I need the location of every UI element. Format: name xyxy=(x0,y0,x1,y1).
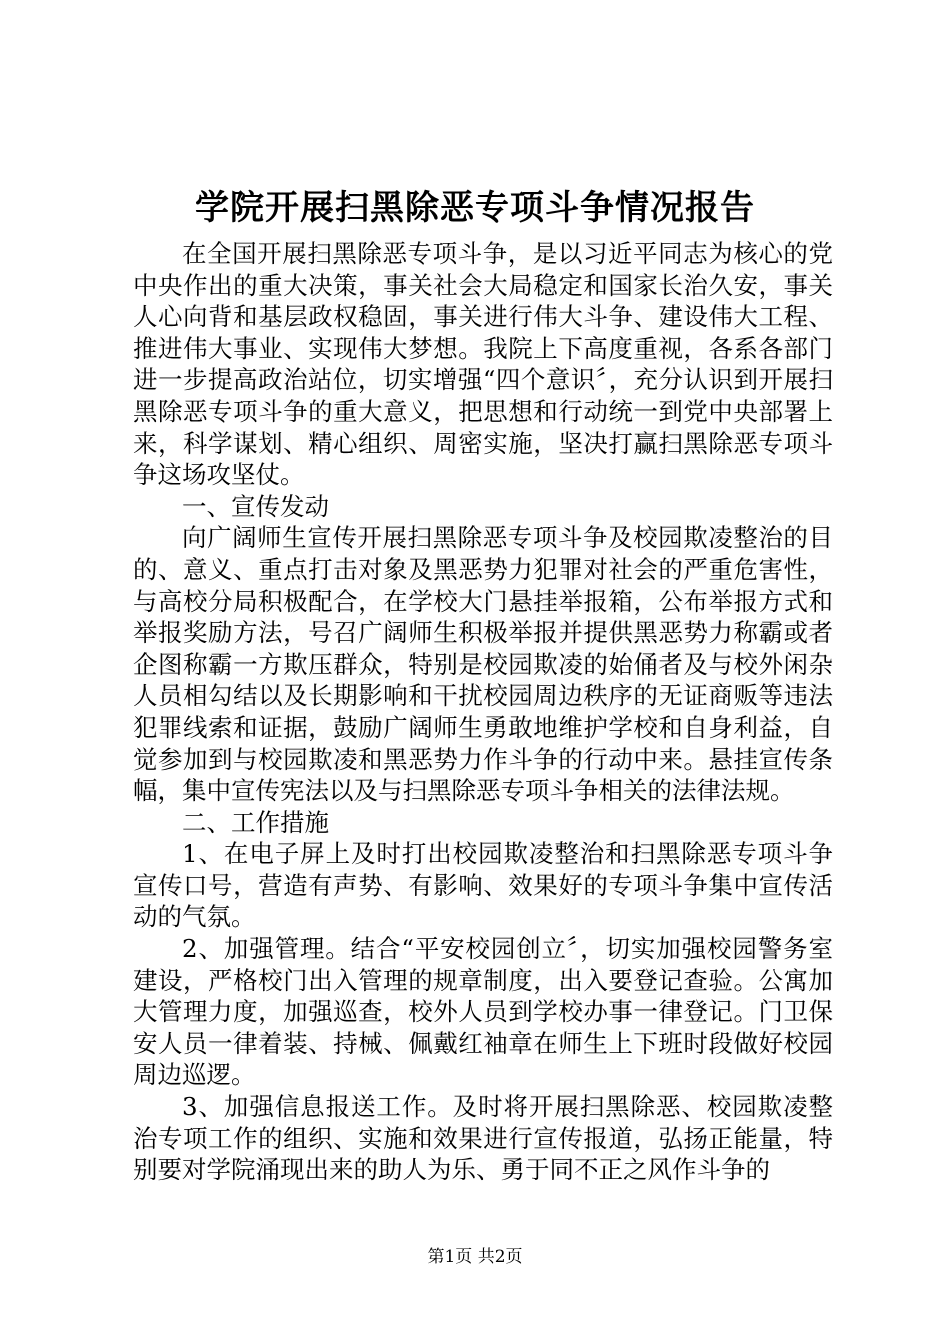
publicity-paragraph: 向广阔师生宣传开展扫黑除恶专项斗争及校园欺凌整治的目的、意义、重点打击对象及黑恶势力犯罪对社会的严重危害性，与高校分局积极配合，在学校大门悬挂举报箱，公布举报方式和举报奖励方法，号召广阔师生积极举报并提供黑恶势力称霸或者企图称霸一方欺压群众，特别是校园欺凌的始俑者及与校外闲杂人员相勾结以及长期影响和干扰校园周边秩序的无证商贩等违法犯罪线索和证据，鼓励广阔师生勇敢地维护学校和自身利益，自觉参加到与校园欺凌和黑恶势力作斗争的行动中来。悬挂宣传条幅，集中宣传宪法以及与扫黑除恶专项斗争相关的法律法规。 xyxy=(133,523,833,806)
intro-paragraph: 在全国开展扫黑除恶专项斗争，是以习近平同志为核心的党中央作出的重大决策，事关社会大局稳定和国家长治久安，事关人心向背和基层政权稳固，事关进行伟大斗争、建设伟大工程、推进伟大事业、实现伟大梦想。我院上下高度重视，各系各部门进一步提高政治站位，切实增强“四个意识〞，充分认识到开展扫黑除恶专项斗争的重大意义，把思想和行动统一到党中央部署上来，科学谋划、精心组织、周密实施，坚决打赢扫黑除恶专项斗争这场攻坚仗。 xyxy=(133,239,833,490)
page-footer: 第1页 共2页 xyxy=(427,1247,523,1267)
document-body xyxy=(133,238,833,1186)
section-heading-measures: 二、工作措施 xyxy=(182,807,329,837)
section-heading-publicity: 一、宣传发动 xyxy=(182,491,329,521)
measure-paragraph-3: 3、加强信息报送工作。及时将开展扫黑除恶、校园欺凌整治专项工作的组织、实施和效果进行宣传报道，弘扬正能量，特别要对学院涌现出来的助人为乐、勇于同不正之风作斗争的 xyxy=(133,1092,833,1185)
measure-paragraph-1: 1、在电子屏上及时打出校园欺凌整治和扫黑除恶专项斗争宣传口号，营造有声势、有影响、效果好的专项斗争集中宣传活动的气氛。 xyxy=(133,839,833,932)
measure-paragraph-2: 2、加强管理。结合“平安校园创立〞，切实加强校园警务室建设，严格校门出入管理的规章制度，出入要登记查验。公寓加大管理力度，加强巡查，校外人员到学校办事一律登记。门卫保安人员一律着装、持械、佩戴红袖章在师生上下班时段做好校园周边巡逻。 xyxy=(133,934,833,1090)
document-title: 学院开展扫黑除恶专项斗争情况报告 xyxy=(195,188,755,228)
